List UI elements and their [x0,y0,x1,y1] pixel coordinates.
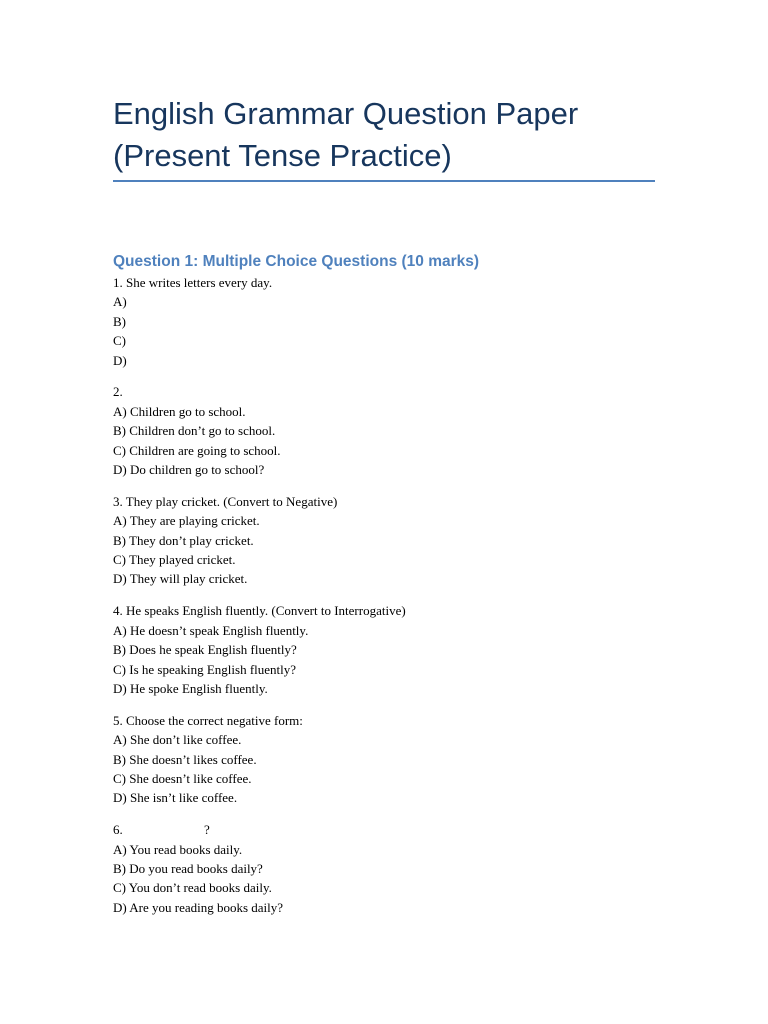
title-line-2: (Present Tense Practice) [113,138,452,173]
question-list [113,273,658,930]
option-a: A) [113,294,127,310]
option-d: D) They will play cricket. [113,571,248,587]
option-b: B) Children don’t go to school. [113,423,276,439]
section-heading: Question 1: Multiple Choice Questions (10 marks) [113,253,480,270]
question-prompt: 2. [113,384,123,400]
page-title [113,93,658,177]
option-d: D) She isn’t like coffee. [113,790,238,806]
option-b: B) [113,313,126,329]
option-b: B) Do you read books daily? [113,861,263,877]
option-c: C) Children are going to school. [113,442,281,458]
question-prompt: 4. He speaks English fluently. (Convert to Interrogative) [113,603,406,619]
question-prompt: 5. Choose the correct negative form: [113,712,303,728]
option-a: A) She don’t like coffee. [113,732,242,748]
option-d: D) [113,352,127,368]
option-c: C) You don’t read books daily. [113,880,272,896]
option-a: A) You read books daily. [113,841,243,857]
question-prompt: 1. She writes letters every day. [113,275,273,290]
option-a: A) He doesn’t speak English fluently. [113,622,309,638]
option-a: A) Children go to school. [113,403,246,419]
question-4 [113,601,658,698]
question-2 [113,382,658,479]
question-prompt: 6. ? [113,822,210,838]
option-c: C) She doesn’t like coffee. [113,770,252,786]
option-d: D) He spoke English fluently. [113,680,268,696]
option-d: D) Do children go to school? [113,462,265,478]
option-b: B) They don’t play cricket. [113,532,254,548]
question-5 [113,711,658,808]
question-prompt: 3. They play cricket. (Convert to Negative) [113,493,338,509]
option-c: C) [113,333,126,349]
question-6 [113,820,658,917]
option-a: A) They are playing cricket. [113,513,260,529]
question-1 [113,273,658,370]
option-b: B) She doesn’t likes coffee. [113,751,257,767]
option-c: C) They played cricket. [113,552,236,568]
option-d: D) Are you reading books daily? [113,899,284,915]
title-line-1: English Grammar Question Paper [113,96,579,131]
title-underline-divider [113,180,655,182]
option-b: B) Does he speak English fluently? [113,642,297,658]
option-c: C) Is he speaking English fluently? [113,661,297,677]
question-3 [113,492,658,589]
